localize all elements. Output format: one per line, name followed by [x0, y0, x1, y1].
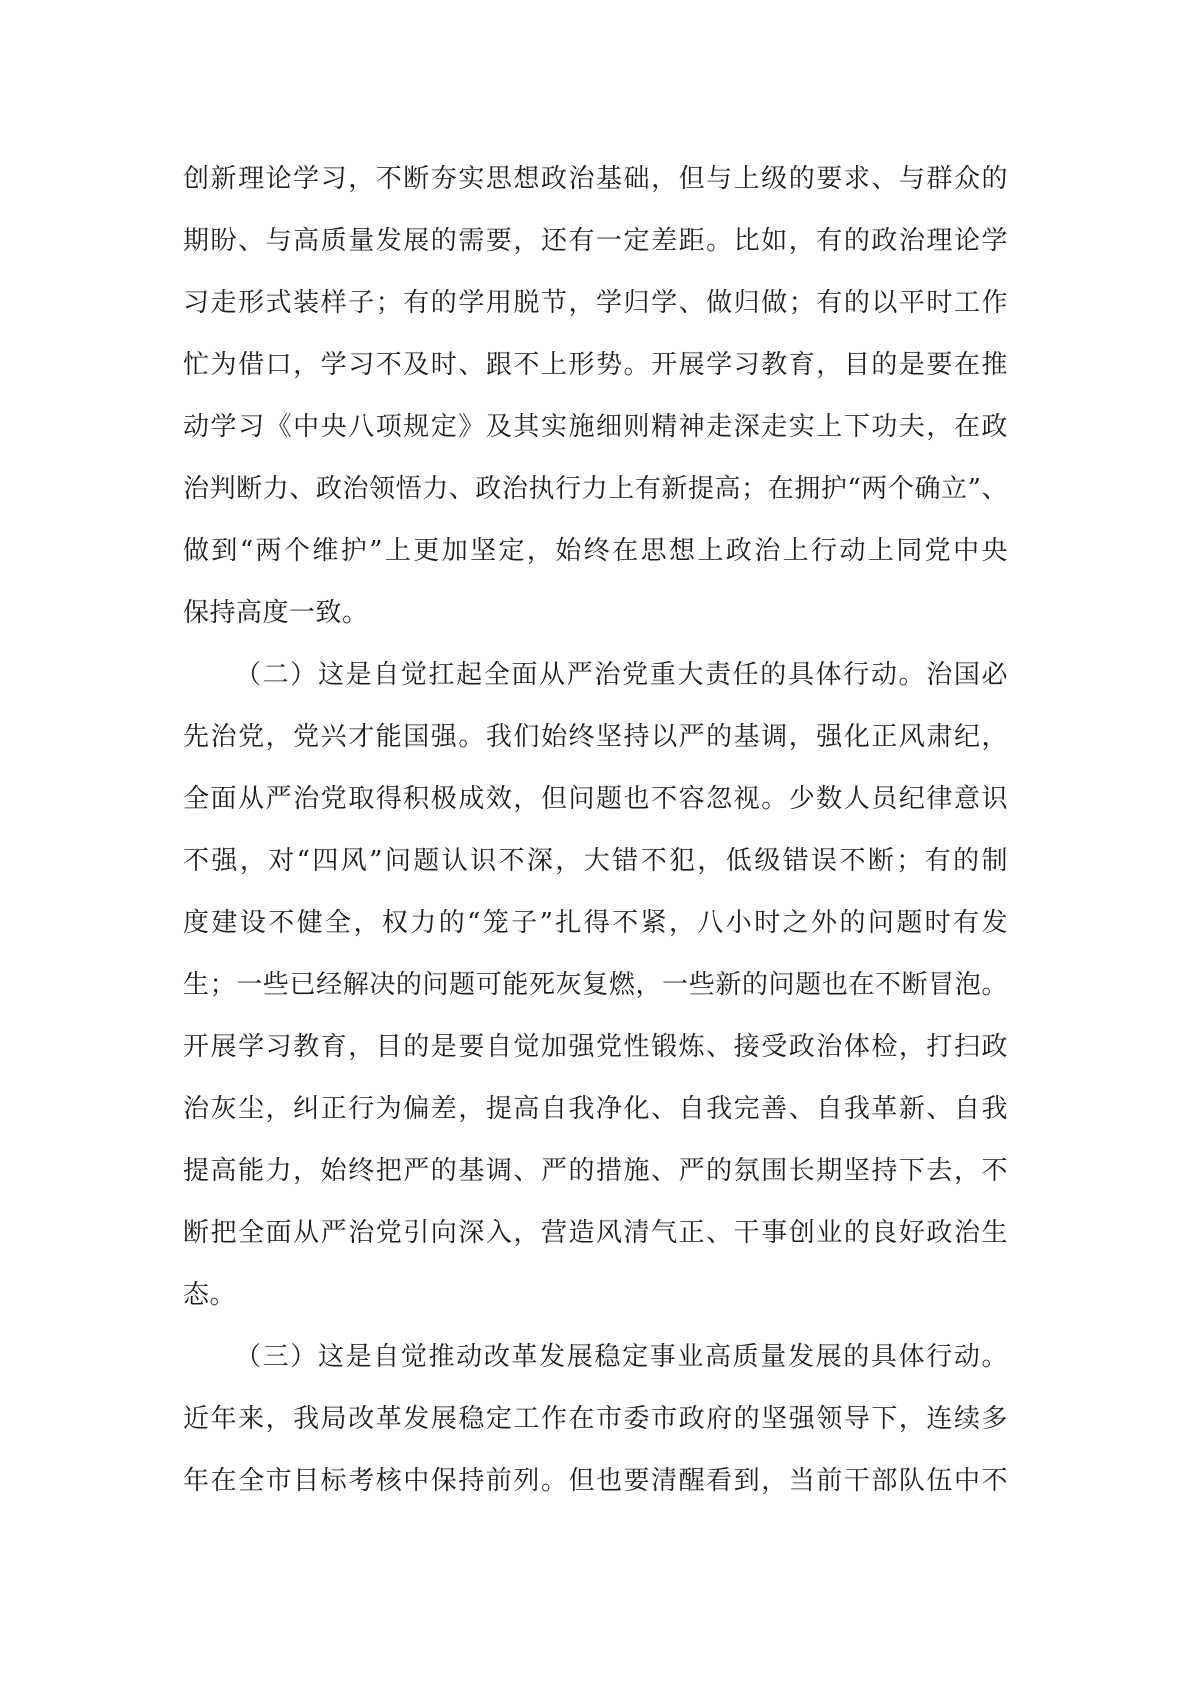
text-line: 全面从严治党取得积极成效，但问题也不容忽视。少数人员纪律意识 [183, 784, 1008, 814]
text-line: 动学习《中央八项规定》及其实施细则精神走深走实上下功夫，在政 [183, 412, 1008, 442]
text-line: 习走形式装样子；有的学用脱节，学归学、做归做；有的以平时工作 [183, 288, 1008, 318]
text-line: 不强，对“四风”问题认识不深，大错不犯，低级错误不断；有的制 [183, 846, 1008, 876]
text-line: （二）这是自觉扛起全面从严治党重大责任的具体行动。治国必 [235, 660, 1008, 690]
text-line: 治判断力、政治领悟力、政治执行力上有新提高；在拥护“两个确立”、 [183, 474, 1008, 504]
text-line: 断把全面从严治党引向深入，营造风清气正、干事创业的良好政治生 [183, 1218, 1008, 1248]
text-line: 创新理论学习，不断夯实思想政治基础，但与上级的要求、与群众的 [183, 164, 1008, 194]
text-line: 提高能力，始终把严的基调、严的措施、严的氛围长期坚持下去，不 [183, 1156, 1008, 1186]
text-line: 治灰尘，纠正行为偏差，提高自我净化、自我完善、自我革新、自我 [183, 1094, 1008, 1124]
text-line: 期盼、与高质量发展的需要，还有一定差距。比如，有的政治理论学 [183, 226, 1008, 256]
text-line: 度建设不健全，权力的“笼子”扎得不紧，八小时之外的问题时有发 [183, 908, 1008, 938]
text-line: 做到“两个维护”上更加坚定，始终在思想上政治上行动上同党中央 [183, 536, 1008, 566]
body-text [183, 148, 1008, 1512]
text-line: （三）这是自觉推动改革发展稳定事业高质量发展的具体行动。 [235, 1342, 1008, 1372]
text-line: 忙为借口，学习不及时、跟不上形势。开展学习教育，目的是要在推 [183, 350, 1008, 380]
text-line: 生；一些已经解决的问题可能死灰复燃，一些新的问题也在不断冒泡。 [183, 970, 1008, 1000]
text-line: 保持高度一致。 [183, 598, 369, 628]
text-line: 近年来，我局改革发展稳定工作在市委市政府的坚强领导下，连续多 [183, 1404, 1008, 1434]
text-line: 先治党，党兴才能国强。我们始终坚持以严的基调，强化正风肃纪， [183, 722, 1008, 752]
text-line: 开展学习教育，目的是要自觉加强党性锻炼、接受政治体检，打扫政 [183, 1032, 1008, 1062]
text-line: 年在全市目标考核中保持前列。但也要清醒看到，当前干部队伍中不 [183, 1466, 1008, 1496]
text-line: 态。 [183, 1280, 237, 1310]
